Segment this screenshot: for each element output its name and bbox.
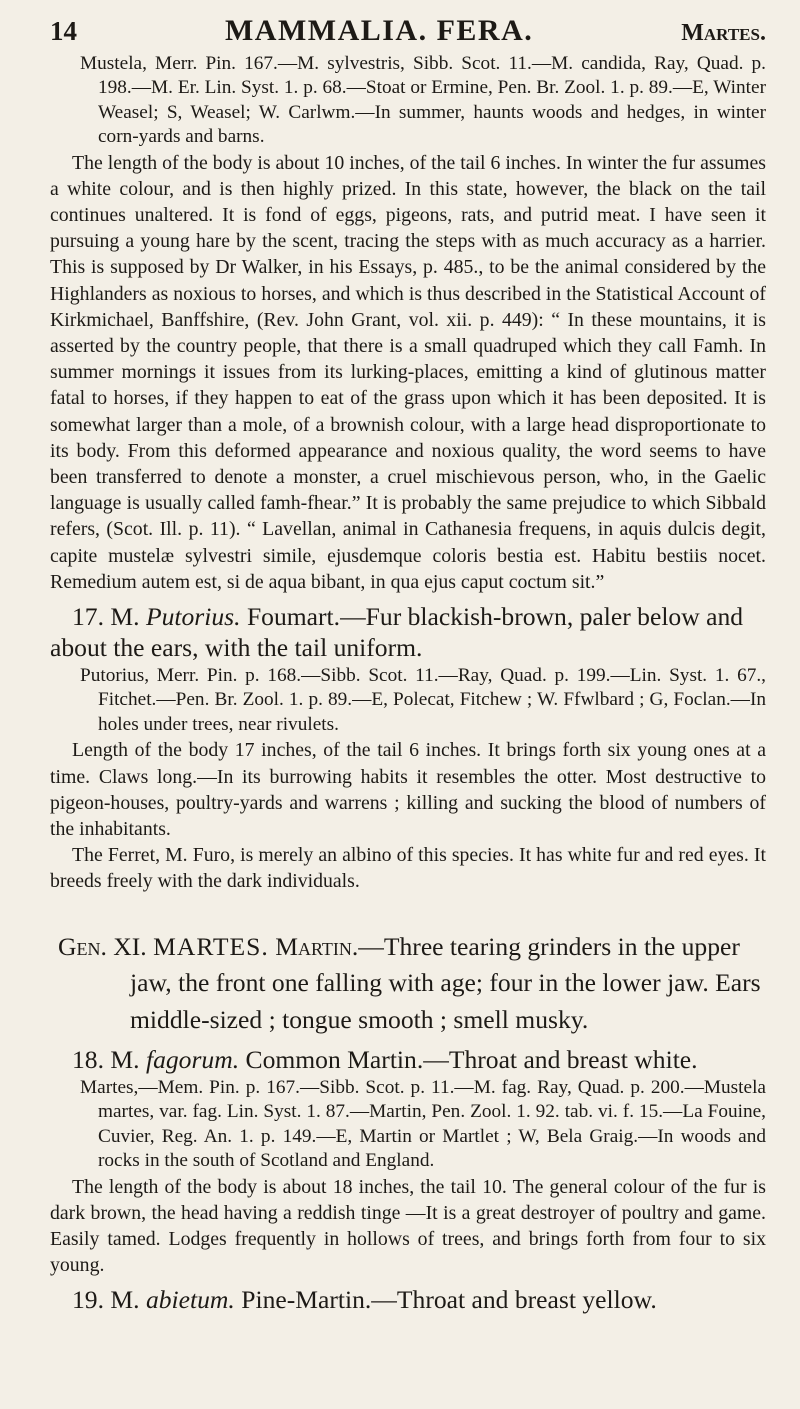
species-18-description: The length of the body is about 18 inches, the tail 10. The general colour of the fur is dark brown, the head having a reddish tinge —It is a great destroyer of poultry and game. Easily tamed. Lodges frequently in hollows of trees, and brings forth from four to six young.	[50, 1175, 766, 1277]
species-19-heading	[50, 1284, 766, 1315]
species-17-number: 17. M.	[72, 602, 140, 632]
genus-label: Gen. XI.	[58, 931, 147, 961]
species-17-text: Foumart.—Fur blackish-brown, paler below and about the ears, with the tail uniform.	[50, 602, 744, 663]
genus-vernacular: Martin.	[275, 931, 359, 961]
species-17-latin: Putorius.	[145, 602, 241, 632]
species-18-text: Common Martin.—Throat and breast white.	[245, 1045, 698, 1075]
species-19-number: 19. M.	[72, 1285, 140, 1315]
page-number: 14	[50, 16, 77, 46]
species-17-description: Length of the body 17 inches, of the tail 6 inches. It brings forth six young ones at a time. Claws long.—In its burrowing habits it resembles the otter. Most destructive to pigeon-houses, poultry-yards and warrens ; killing and sucking the blood of numbers of the inhabitants.	[50, 739, 766, 840]
species-18-latin: fagorum.	[145, 1045, 240, 1075]
species-17-synonymy: Putorius, Merr. Pin. p. 168.—Sibb. Scot. 11.—Ray, Quad. p. 199.—Lin. Syst. 1. 67., Fitchet.—Pen. Br. Zool. 1. p. 89.—E, Polecat, Fitchew ; W. Ffwlbard ; G, Foclan.—In holes under trees, near rivulets.	[80, 665, 766, 735]
species-17-heading	[50, 601, 766, 663]
ferret-note: The Ferret, M. Furo, is merely an albino of this species. It has white fur and red eyes. It breeds freely with the dark individuals.	[50, 844, 766, 893]
species-19-text: Pine-Martin.—Throat and breast yellow.	[241, 1285, 657, 1315]
genus-name: MARTES.	[153, 931, 269, 961]
species-19-latin: abietum.	[145, 1285, 235, 1315]
page-header	[50, 0, 766, 52]
species-18-number: 18. M.	[72, 1045, 140, 1075]
stoat-synonymy: Mustela, Merr. Pin. 167.—M. sylvestris, Sibb. Scot. 11.—M. candida, Ray, Quad. p. 198.—M. Er. Lin. Syst. 1. p. 68.—Stoat or Ermine, Pen. Br. Zool. 1. p. 89.—E, Winter Weasel; S, Weasel; W. Carlwm.—In summer, haunts woods and hedges, in winter corn-yards and barns.	[80, 53, 766, 148]
page-title: MAMMALIA. FERA.	[224, 14, 534, 47]
running-head: Martes.	[681, 20, 766, 46]
genus-text: —Three tearing grinders in the upper jaw, the front one falling with age; four in the lower jaw. Ears middle-sized ; tongue smooth ; smell musky.	[130, 931, 761, 1034]
species-18-synonymy: Martes,—Mem. Pin. p. 167.—Sibb. Scot. p. 11.—M. fag. Ray, Quad. p. 200.—Mustela martes, var. fag. Lin. Syst. 1. 87.—Martin, Pen. Zool. 1. 92. tab. vi. f. 15.—La Fouine, Cuvier, Reg. An. 1. p. 149.—E, Martin or Martlet ; W, Bela Graig.—In woods and rocks in the south of Scotland and England.	[80, 1077, 766, 1172]
genus-heading	[50, 929, 766, 1039]
stoat-description: The length of the body is about 10 inches, of the tail 6 inches. In winter the fur assumes a white colour, and is then highly prized. In this state, however, the black on the tail continues unaltered. It is fond of eggs, pigeons, rats, and putrid meat. I have seen it pursuing a young hare by the scent, tracing the steps with as much accuracy as a harrier. This is supposed by Dr Walker, in his Essays, p. 485., to be the animal considered by the Highlanders as noxious to horses, and which is thus described in the Statistical Account of Kirkmichael, Banffshire, (Rev. John Grant, vol. xii. p. 449): “ In these mountains, it is asserted by the country people, that there is a small quadruped which they call Famh. In summer mornings it issues from its lurking-places, emitting a kind of glutinous matter fatal to horses, if they happen to eat of the grass upon which it has been deposited. It is somewhat larger than a mole, of a brownish colour, with a large head disproportionate to its body. From this deformed appearance and noxious quality, the word seems to have been transferred to denote a monster, a cruel mischievous person, who, in the Gaelic language is usually called famh-fhear.” It is probably the same prejudice to which Sibbald refers, (Scot. Ill. p. 11). “ Lavellan, animal in Cathanesia frequens, in aquis dulcis degit, capite mustelæ sylvestri simile, ejusdemque coloris bestia est. Habitu bestiis nocet. Remedium autem est, si de aqua bibant, in qua ejus caput coctum sit.”	[50, 151, 766, 593]
species-18-heading	[50, 1044, 766, 1075]
